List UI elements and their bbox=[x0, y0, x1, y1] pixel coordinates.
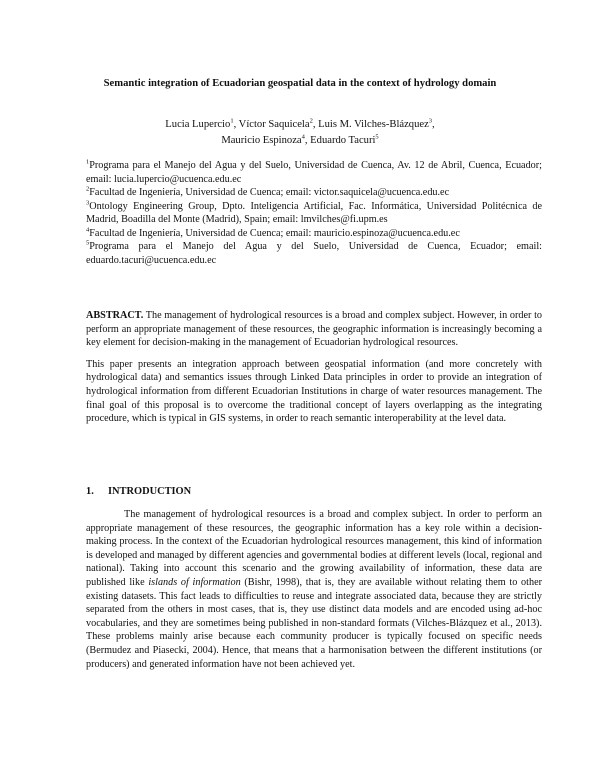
section-title: INTRODUCTION bbox=[108, 486, 192, 497]
affiliation-text: Facultad de Ingeniería, Universidad de Cuenca; email: mauricio.espinoza@ucuenca.edu.ec bbox=[89, 227, 460, 239]
section-heading bbox=[86, 486, 191, 497]
affiliation-text: Facultad de Ingeniería, Universidad de Cuenca; email: victor.saquicela@ucuenca.edu.ec bbox=[89, 187, 450, 198]
author-separator: , bbox=[233, 119, 239, 130]
author-sup: 2 bbox=[309, 117, 313, 125]
author-sup: 1 bbox=[230, 117, 234, 125]
author-list bbox=[60, 117, 540, 149]
affiliation-item bbox=[86, 240, 542, 267]
author-line-2 bbox=[60, 133, 540, 149]
author-separator: , bbox=[304, 135, 311, 146]
affiliation-sup: 2 bbox=[86, 185, 90, 193]
intro-text: The management of hydrological resources is a broad and complex subject. In order to perform an appropriate management of these resources, the geographic information has a key role within a decision-making process. In the context of the Ecuadorian hydrological resources management, this kind of information is developed and managed by different agencies and governmental bodies at different levels (local, regional and national). Taking into account this scenario and the growing availability of information, these data are published like bbox=[86, 509, 542, 588]
affiliation-text: Programa para el Manejo del Agua y del Suelo, Universidad de Cuenca, Av. 12 de Abril, Cuenca, Ecuador; email: lucia.lupercio@ucuenca.edu.ec bbox=[86, 160, 542, 185]
abstract-paragraph bbox=[86, 309, 542, 350]
section-number: 1. bbox=[86, 486, 94, 497]
author-separator: , bbox=[432, 119, 435, 130]
author-name: Eduardo Tacuri bbox=[310, 135, 376, 146]
abstract-label: ABSTRACT. bbox=[86, 310, 144, 321]
intro-emphasis: islands of information bbox=[148, 576, 241, 588]
author-sup: 5 bbox=[375, 133, 379, 141]
affiliation-sup: 3 bbox=[86, 199, 90, 207]
paper-title: Semantic integration of Ecuadorian geospatial data in the context of hydrology domain bbox=[103, 78, 497, 89]
abstract-section bbox=[86, 309, 542, 434]
author-name: Luis M. Vilches-Blázquez bbox=[318, 119, 429, 130]
author-name: Mauricio Espinoza bbox=[221, 135, 302, 146]
intro-paragraph bbox=[86, 508, 542, 671]
abstract-text: The management of hydrological resources is a broad and complex subject. However, in order to perform an appropriate management of these resources, the geographic information is increasingly becoming a key element for decision-making in the management of Ecuadorian hydrological resources. bbox=[86, 310, 542, 349]
author-sup: 4 bbox=[301, 133, 305, 141]
author-line-1 bbox=[60, 117, 540, 133]
author-name: Víctor Saquicela bbox=[238, 119, 310, 130]
author-separator: , bbox=[312, 119, 319, 130]
author-name: Lucia Lupercio bbox=[165, 119, 231, 130]
affiliation-item bbox=[86, 227, 542, 241]
affiliation-item bbox=[86, 200, 542, 227]
abstract-paragraph: This paper presents an integration approach between geospatial information (and more concretely with hydrological data) and semantics issues through Linked Data principles in order to provide an integration of hydrological information from different Ecuadorian Institutions in charge of water resources management. The final goal of this proposal is to overcome the traditional concept of layers overlapping as the integrating procedure, which is typical in GIS systems, in order to reach semantic interoperability at the level data. bbox=[86, 358, 542, 425]
affiliation-text: Ontology Engineering Group, Dpto. Inteligencia Artificial, Fac. Informática, Universidad Politécnica de Madrid, Boadilla del Monte (Madrid), Spain; email: lmvilches@fi.upm.es bbox=[86, 200, 542, 225]
affiliation-sup: 4 bbox=[86, 226, 90, 234]
author-sup: 3 bbox=[428, 117, 433, 125]
affiliation-item bbox=[86, 159, 542, 186]
intro-text: (Bishr, 1998), that is, they are available without relating them to other existing datasets. This fact leads to difficulties to reuse and integrate associated data, because they are strictly separated from the others in most cases, that is, they use distinct data models and are encoded using ad-hoc vocabularies, and they are sometimes being published in non-standard formats (Vilches-Blázquez et al., 2013). These problems mainly arise because each community producer is typically focused on specific needs (Bermudez and Piasecki, 2004). Hence, that means that a harmonisation between the different institutions (or producers) and generated information have not been achieved yet. bbox=[86, 576, 542, 670]
affiliation-item bbox=[86, 186, 542, 200]
affiliation-sup: 1 bbox=[86, 158, 90, 166]
affiliation-text: Programa para el Manejo del Agua y del Suelo, Universidad de Cuenca, Ecuador; email: eduardo.tacuri@ucuenca.edu.ec bbox=[86, 241, 542, 266]
affiliation-sup: 5 bbox=[86, 239, 90, 247]
affiliation-list bbox=[86, 159, 542, 267]
